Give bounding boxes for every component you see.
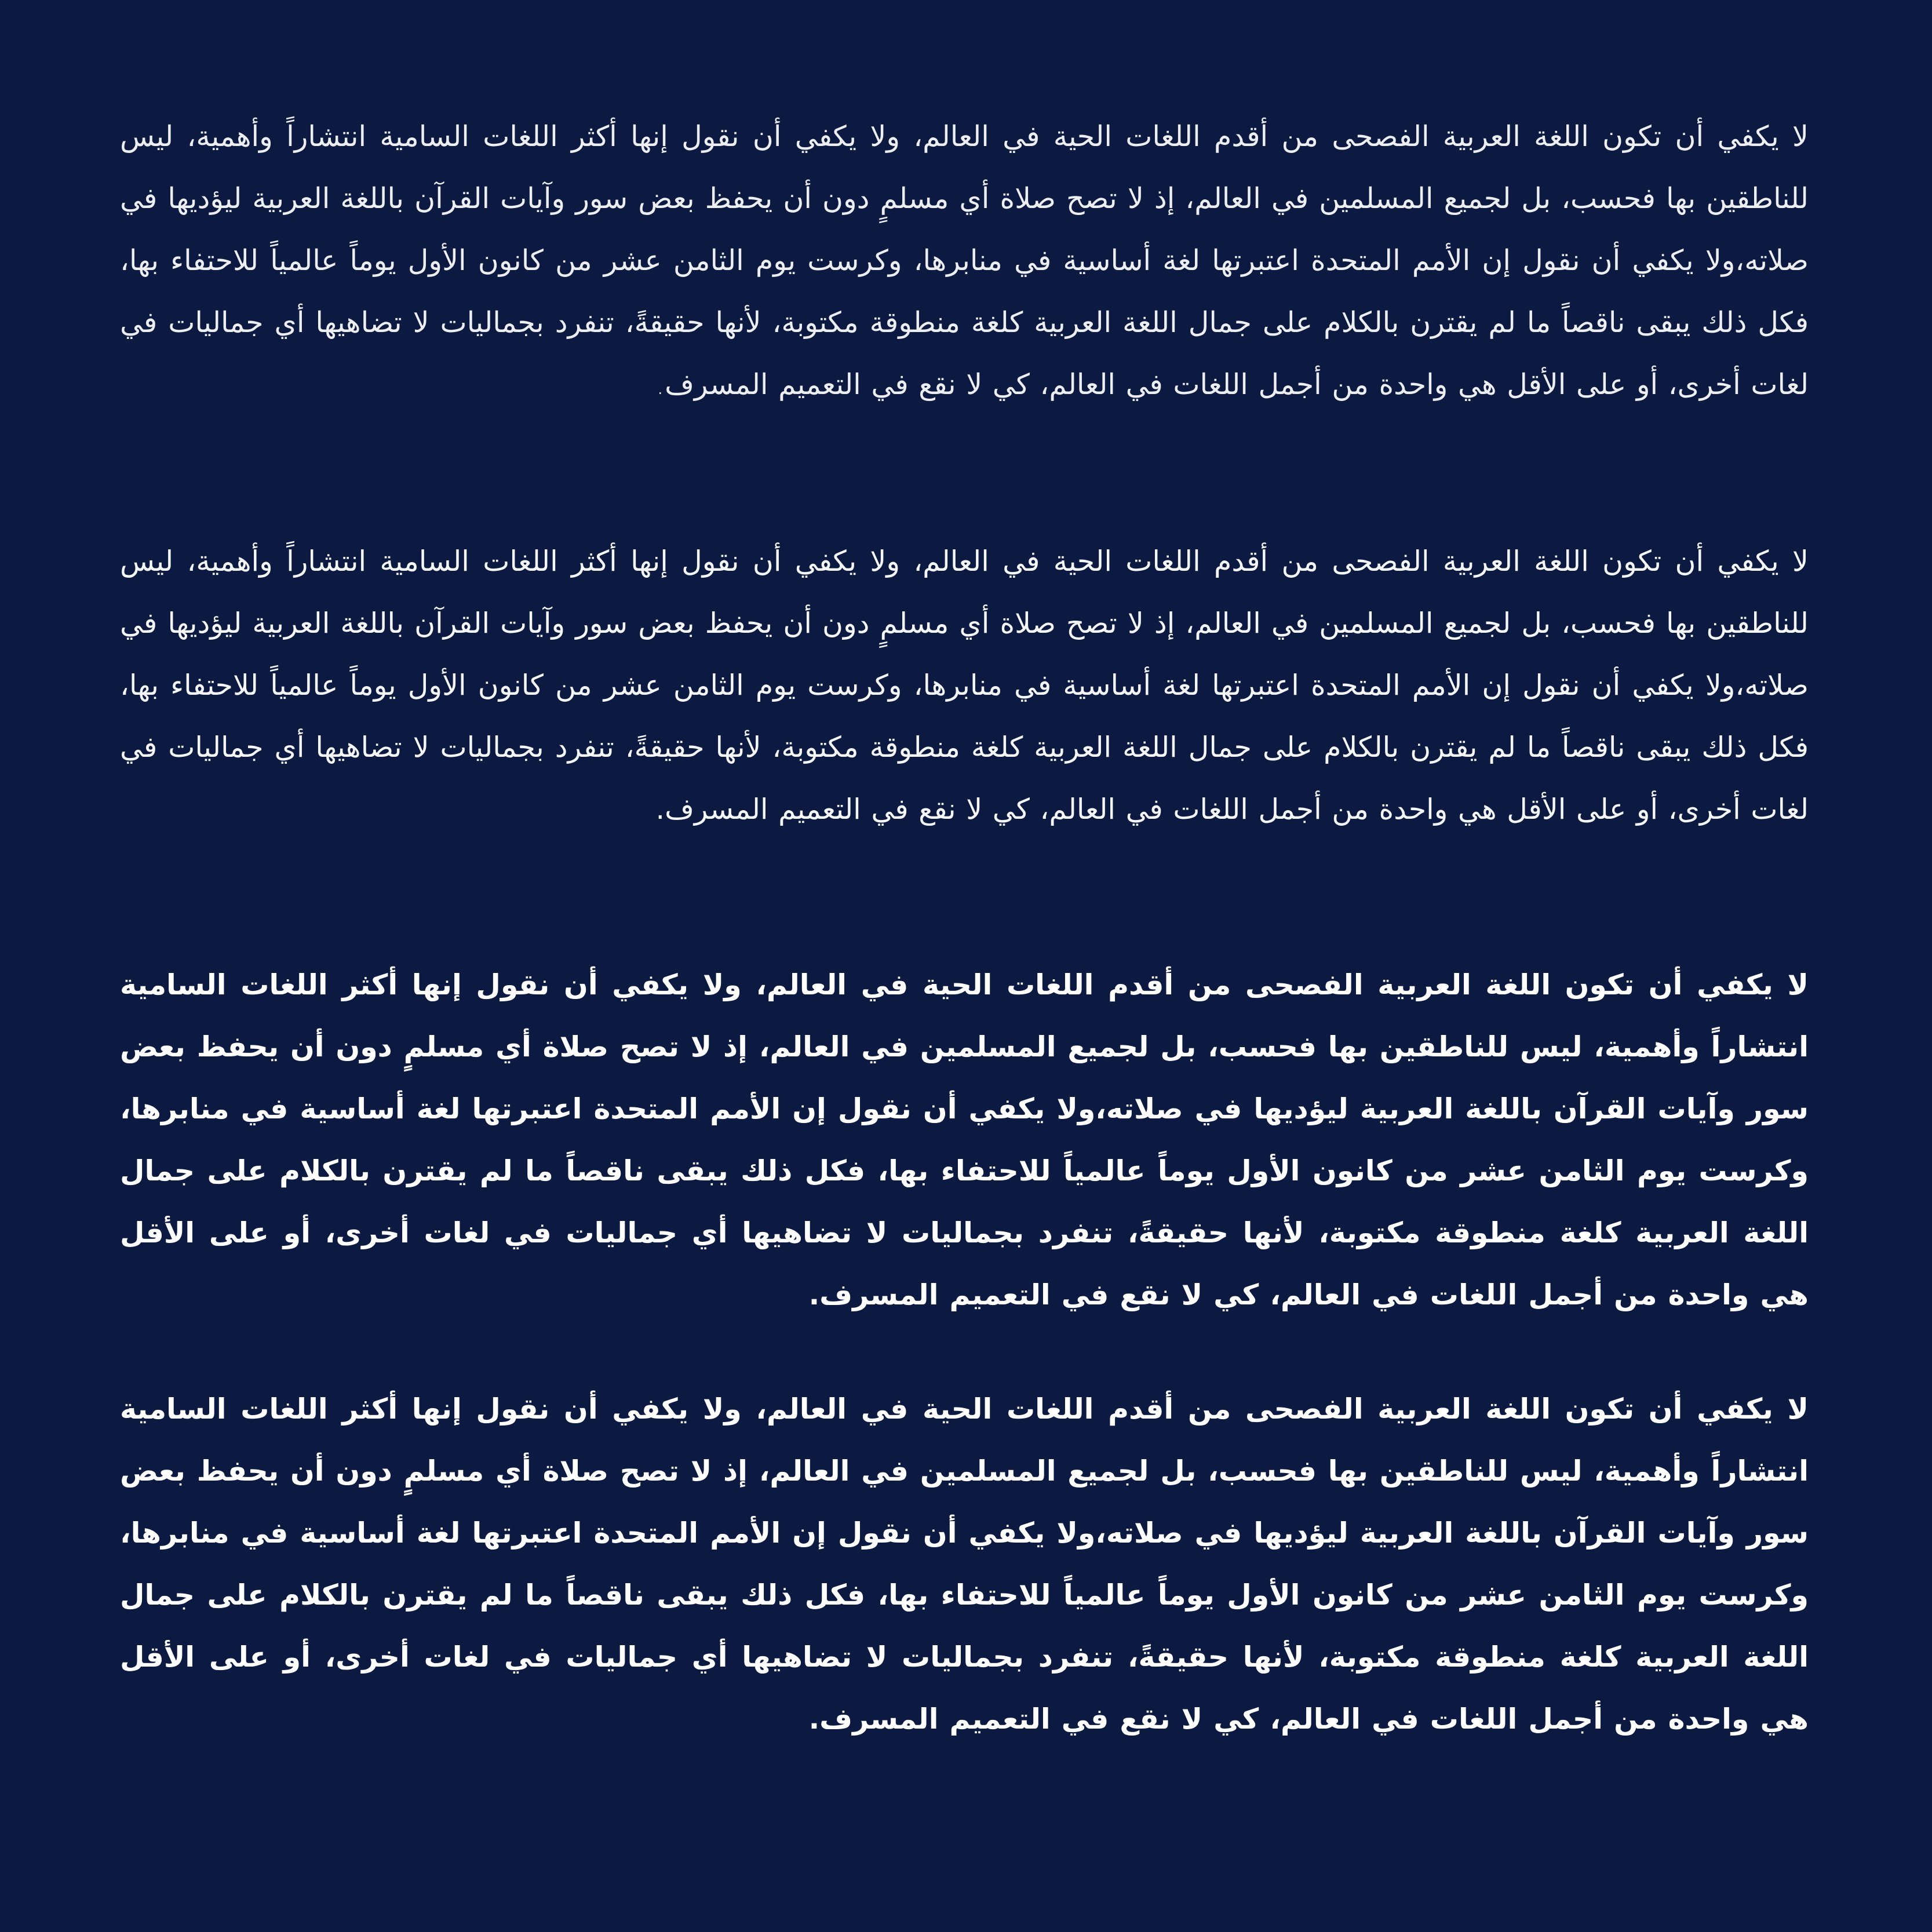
paragraph-semibold-weight: لا يكفي أن تكون اللغة العربية الفصحى من أقدم اللغات الحية في العالم، ولا يكفي أن نقول إنها أكثر اللغات السامية انتشاراً وأهمية، ليس للناطقين بها فحسب، بل لجميع المسلمين في العالم، إذ لا تصح صلاة أي مسلمٍ دون أن يحفظ بعض سور وآيات القرآن باللغة العربية ليؤديها في صلاته،ولا يكفي أن نقول إن الأمم المتحدة اعتبرتها لغة أساسية في منابرها، وكرست يوم الثامن عشر من كانون الأول يوماً عالمياً للاحتفاء بها، فكل ذلك يبقى ناقصاً ما لم يقترن بالكلام على جمال اللغة العربية كلغة منطوقة مكتوبة، لأنها حقيقةً، تنفرد بجماليات لا تضاهيها أي جماليات في لغات أخرى، أو على الأقل هي واحدة من أجمل اللغات في العالم، كي لا نقع في التعميم المسرف. [120,968,1809,1311]
paragraph-regular-weight: لا يكفي أن تكون اللغة العربية الفصحى من أقدم اللغات الحية في العالم، ولا يكفي أن نقول إنها أكثر اللغات السامية انتشاراً وأهمية، ليس للناطقين بها فحسب، بل لجميع المسلمين في العالم، إذ لا تصح صلاة أي مسلمٍ دون أن يحفظ بعض سور وآيات القرآن باللغة العربية ليؤديها في صلاته،ولا يكفي أن نقول إن الأمم المتحدة اعتبرتها لغة أساسية في منابرها، وكرست يوم الثامن عشر من كانون الأول يوماً عالمياً للاحتفاء بها، فكل ذلك يبقى ناقصاً ما لم يقترن بالكلام على جمال اللغة العربية كلغة منطوقة مكتوبة، لأنها حقيقةً، تنفرد بجماليات لا تضاهيها أي جماليات في لغات أخرى، أو على الأقل هي واحدة من أجمل اللغات في العالم، كي لا نقع في التعميم المسرف. [120,545,1809,826]
paragraph-bold-weight: لا يكفي أن تكون اللغة العربية الفصحى من أقدم اللغات الحية في العالم، ولا يكفي أن نقول إنها أكثر اللغات السامية انتشاراً وأهمية، ليس للناطقين بها فحسب، بل لجميع المسلمين في العالم، إذ لا تصح صلاة أي مسلمٍ دون أن يحفظ بعض سور وآيات القرآن باللغة العربية ليؤديها في صلاته،ولا يكفي أن نقول إن الأمم المتحدة اعتبرتها لغة أساسية في منابرها، وكرست يوم الثامن عشر من كانون الأول يوماً عالمياً للاحتفاء بها، فكل ذلك يبقى ناقصاً ما لم يقترن بالكلام على جمال اللغة العربية كلغة منطوقة مكتوبة، لأنها حقيقةً، تنفرد بجماليات لا تضاهيها أي جماليات في لغات أخرى، أو على الأقل هي واحدة من أجمل اللغات في العالم، كي لا نقع في التعميم المسرف. [120,1393,1809,1736]
paragraph-light-weight: لا يكفي أن تكون اللغة العربية الفصحى من أقدم اللغات الحية في العالم، ولا يكفي أن نقول إنها أكثر اللغات السامية انتشاراً وأهمية، ليس للناطقين بها فحسب، بل لجميع المسلمين في العالم، إذ لا تصح صلاة أي مسلمٍ دون أن يحفظ بعض سور وآيات القرآن باللغة العربية ليؤديها في صلاته،ولا يكفي أن نقول إن الأمم المتحدة اعتبرتها لغة أساسية في منابرها، وكرست يوم الثامن عشر من كانون الأول يوماً عالمياً للاحتفاء بها، فكل ذلك يبقى ناقصاً ما لم يقترن بالكلام على جمال اللغة العربية كلغة منطوقة مكتوبة، لأنها حقيقةً، تنفرد بجماليات لا تضاهيها أي جماليات في لغات أخرى، أو على الأقل هي واحدة من أجمل اللغات في العالم، كي لا نقع في التعميم المسرف. [120,120,1809,401]
